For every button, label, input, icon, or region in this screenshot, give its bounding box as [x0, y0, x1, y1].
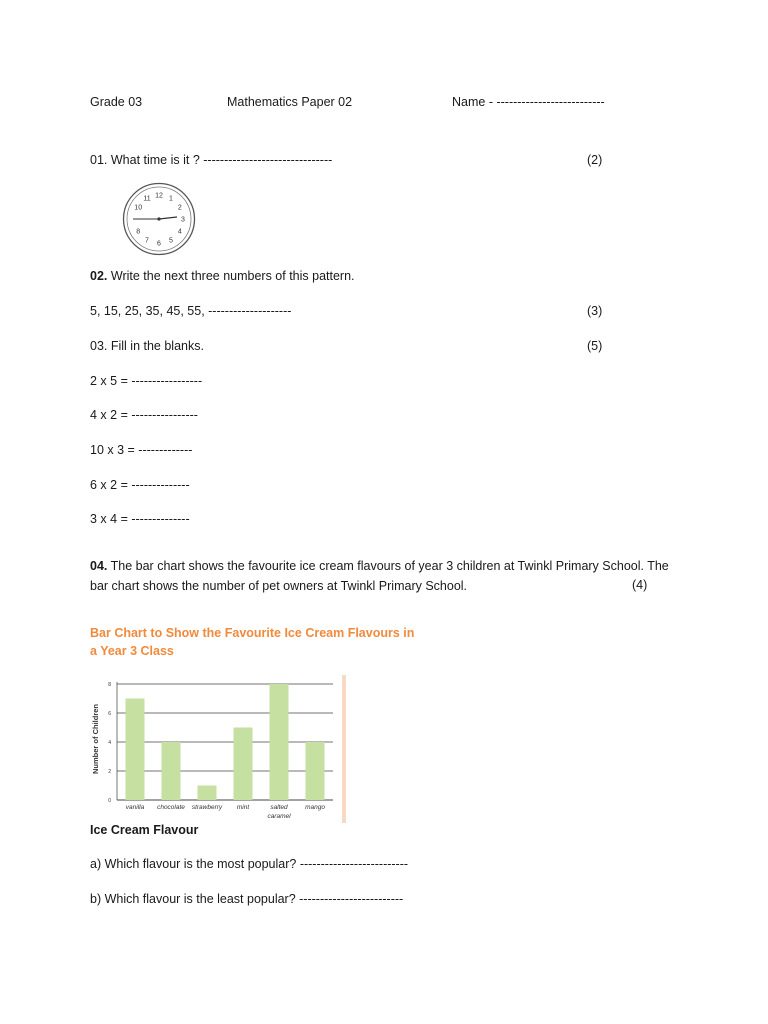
chart-x-tick-label: mint — [236, 804, 250, 811]
chart-bar — [270, 684, 289, 800]
question-2-number: 02. — [90, 269, 108, 283]
chart-title — [90, 624, 414, 660]
chart-y-tick-label: 2 — [108, 769, 111, 775]
question-3-item: 3 x 4 = -------------- — [90, 512, 190, 526]
clock-numeral: 5 — [169, 237, 173, 245]
grade-label: Grade 03 — [90, 95, 143, 109]
chart-bar — [126, 699, 145, 801]
chart-y-tick-label: 0 — [108, 798, 111, 804]
question-3-text: 03. Fill in the blanks. — [90, 339, 204, 353]
question-1 — [90, 153, 332, 167]
clock-numeral: 10 — [134, 204, 143, 212]
paper-title: Mathematics Paper 02 — [227, 95, 353, 109]
chart-x-caption: Ice Cream Flavour — [90, 823, 199, 837]
chart-x-tick-label: chocolate — [157, 804, 185, 811]
name-field: Name - -------------------------- — [452, 95, 605, 109]
question-4 — [90, 556, 690, 596]
chart-y-tick-label: 4 — [108, 740, 111, 746]
question-1-number: 01. — [90, 153, 108, 167]
chart-title-line1: Bar Chart to Show the Favourite Ice Cream Flavours in — [90, 626, 415, 640]
clock-numeral: 4 — [177, 228, 182, 236]
question-2 — [90, 269, 355, 283]
clock-numeral: 11 — [143, 195, 151, 203]
clock-numeral: 2 — [177, 204, 182, 212]
chart-x-tick-label: vanilla — [125, 804, 145, 811]
chart-x-tick-label: strawberry — [191, 804, 223, 811]
chart-y-axis-label: Number of Children — [91, 703, 100, 775]
clock-numeral: 6 — [157, 240, 161, 248]
clock-numeral: 3 — [181, 216, 185, 224]
chart-x-tick-label: caramel — [267, 813, 291, 820]
question-2-marks: (3) — [587, 304, 603, 318]
chart-y-tick-label: 6 — [108, 711, 111, 717]
question-4-line1: The bar chart shows the favourite ice cream flavours of year 3 children at Twinkl Primary School. The — [110, 559, 669, 573]
question-4-line2: bar chart shows the number of pet owners at Twinkl Primary School. — [90, 579, 468, 593]
question-2-pattern: 5, 15, 25, 35, 45, 55, -------------------- — [90, 304, 292, 318]
clock-numeral: 8 — [136, 228, 141, 236]
chart-x-tick-label: salted — [270, 804, 288, 811]
clock-numeral: 7 — [145, 237, 149, 245]
chart-bar — [198, 786, 217, 801]
chart-bar — [306, 742, 325, 800]
question-4-number: 04. — [90, 559, 108, 573]
question-3-marks: (5) — [587, 339, 603, 353]
bar-chart — [88, 673, 350, 825]
question-2-text: Write the next three numbers of this pattern. — [110, 269, 355, 283]
question-4b: b) Which flavour is the least popular? ------------------------- — [90, 892, 404, 906]
chart-title-line2: a Year 3 Class — [90, 644, 174, 658]
clock-numeral: 12 — [155, 192, 163, 200]
question-3-item: 2 x 5 = ----------------- — [90, 374, 203, 388]
chart-y-tick-label: 8 — [108, 682, 111, 688]
question-3-item: 4 x 2 = ---------------- — [90, 408, 198, 422]
question-3-item: 6 x 2 = -------------- — [90, 478, 190, 492]
question-3-item: 10 x 3 = ------------- — [90, 443, 193, 457]
question-1-marks: (2) — [587, 153, 603, 167]
question-4-marks: (4) — [632, 578, 648, 592]
question-4a: a) Which flavour is the most popular? -------------------------- — [90, 857, 409, 871]
clock-numeral: 1 — [169, 195, 173, 203]
chart-bar — [234, 728, 253, 801]
question-1-text: What time is it ? ------------------------------- — [110, 153, 333, 167]
chart-x-tick-label: mango — [305, 804, 325, 811]
chart-bar — [162, 742, 181, 800]
clock-image — [122, 181, 196, 257]
